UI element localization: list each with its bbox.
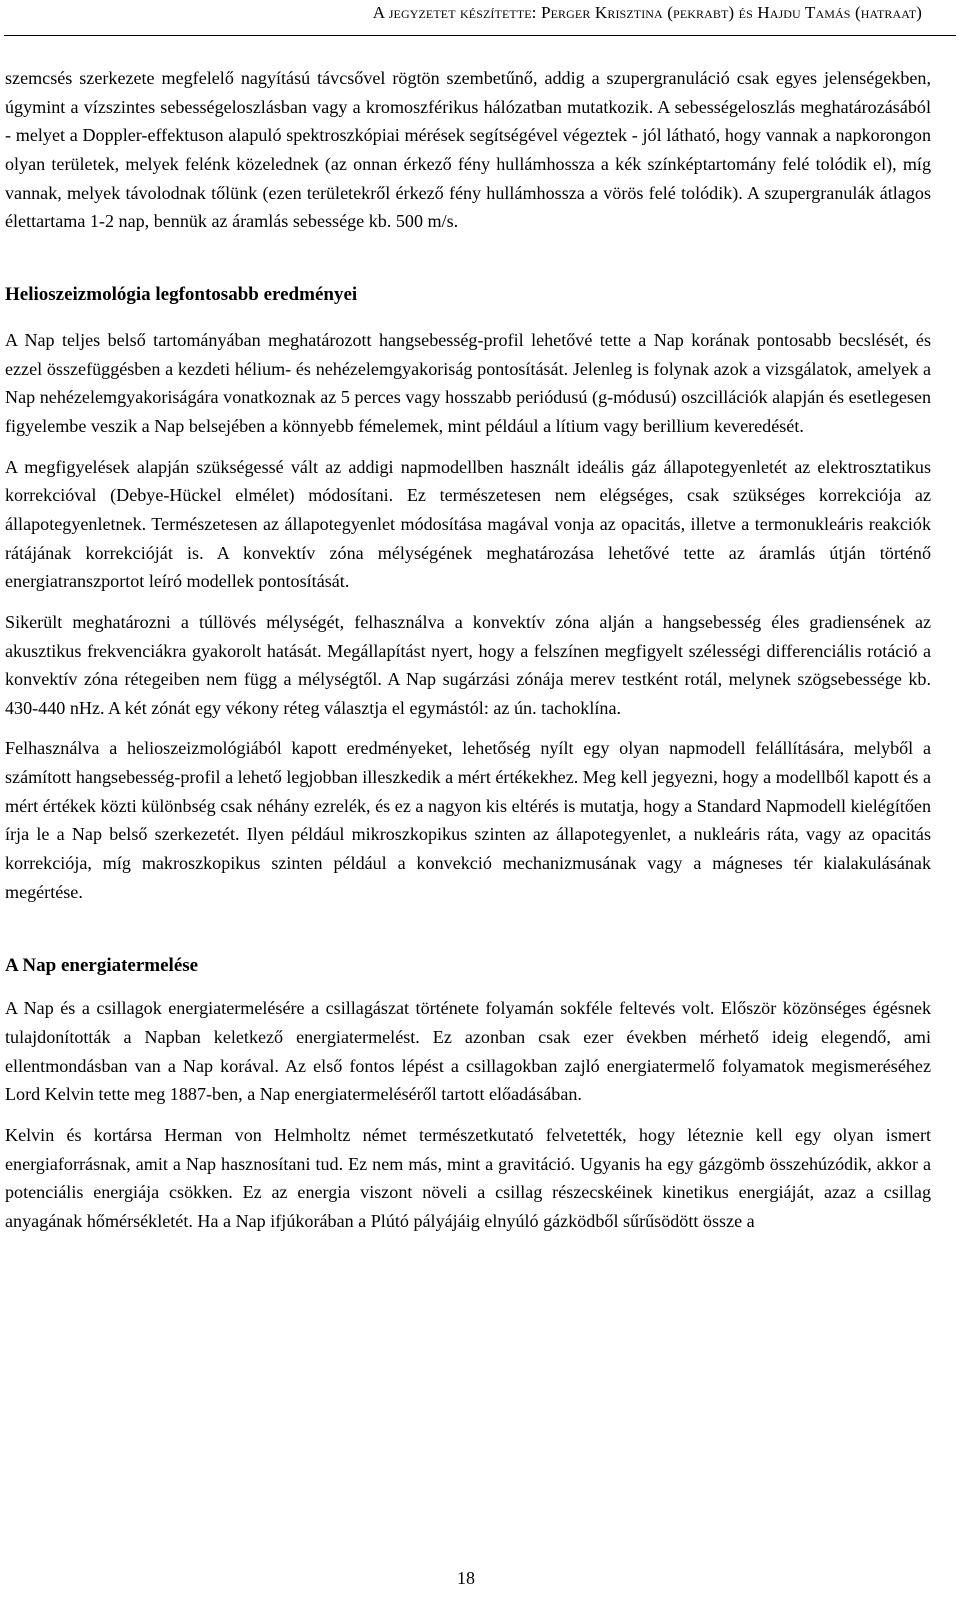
paragraph-helioseismology-2: A megfigyelések alapján szükségessé vált az addigi napmodellben használt ideális gáz állapotegyenletét az elektrosztatikus korrekcióval (Debye-Hückel elmélet) módosítani. Ez természetesen nem elégséges, csak szükséges korrekciója az állapotegyenletnek. Természetesen az állapotegyenlet módosítása magával vonja az opacitás, illetve a termonukleáris reakciók rátájának korrekcióját is. A konvektív zóna mélységének meghatározása lehetővé tette az áramlás útján történő energiatranszportot leíró modellek pontosítását. (5, 456, 931, 592)
header-rule (4, 35, 956, 36)
paragraph-helioseismology-4: Felhasználva a helioszeizmológiából kapott eredményeket, lehetőség nyílt egy olyan napmodell felállítására, melyből a számított hangsebesség-profil a lehető legjobban illeszkedik a mért értékekhez. Meg kell jegyezni, hogy a modellből kapott és a mért értékek közti különbség csak néhány ezrelék, és ez a nagyon kis eltérés is mutatja, hogy a Standard Napmodell kielégítően írja le a Nap belső szerkezetét. Ilyen például mikroszkopikus szinten az állapotegyenlet, a nukleáris ráta, vagy az opacitás korrekciója, míg makroszkopikus szinten például a konvekció mechanizmusának vagy a mágneses tér kialakulásának megértése. (5, 738, 931, 902)
document-body (5, 64, 931, 1236)
section-heading-energy-production: A Nap energiatermelése (5, 955, 199, 977)
running-header: A jegyzetet készítette: Perger Krisztina (pekrabt) és Hajdu Tamás (hatraat) (372, 3, 922, 22)
paragraph-helioseismology-1: A Nap teljes belső tartományában meghatározott hangsebesség-profil lehetővé tette a Nap korának pontosabb becslését, és ezzel összefüggésben a kezdeti hélium- és nehézelemgyakoriság pontosítását. Jelenleg is folynak azok a vizsgálatok, amelyek a Nap nehézelemgyakoriságára vonatkoznak az 5 perces vagy hosszabb periódusú (g-módusú) oszcillációk alapján és esetlegesen figyelembe veszik a Nap belsejében a könnyebb fémelemek, mint például a lítium vagy berillium keveredését. (5, 329, 931, 436)
section-heading-helioseismology: Helioszeizmológia legfontosabb eredményei (5, 283, 358, 305)
paragraph-energy-1: A Nap és a csillagok energiatermelésére a csillagászat története folyamán sokféle feltevés volt. Először közönséges égésnek tulajdonították a Napban keletkező energiatermelést. Ez azonban csak ezer években mérhető ideig elegendő, ami ellentmondásban van a Nap korával. Az első fontos lépést a csillagokban zajló energiatermelő folyamatok megismeréséhez Lord Kelvin tette meg 1887-ben, a Nap energiatermeléséről tartott előadásában. (5, 998, 931, 1105)
paragraph-energy-2: Kelvin és kortársa Herman von Helmholtz német természetkutató felvetették, hogy léteznie kell egy olyan ismert energiaforrásnak, amit a Nap hasznosítani tud. Ez nem más, mint a gravitáció. Ugyanis ha egy gázgömb összehúzódik, akkor a potenciális energiája csökken. Ez az energia viszont növeli a csillag részecskéinek kinetikus energiáját, azaz a csillag anyagának hőmérsékletét. Ha a Nap ifjúkorában a Plútó pályájáig elnyúló gázködből sűrűsödött össze a (5, 1125, 931, 1231)
page-number: 18 (457, 1568, 475, 1588)
paragraph-helioseismology-3: Sikerült meghatározni a túllövés mélységét, felhasználva a konvektív zóna alján a hangsebesség éles gradiensének az akusztikus frekvenciákra gyakorolt hatását. Megállapítást nyert, hogy a felszínen megfigyelt szélességi differenciális rotáció a konvektív zóna rétegeiben nem függ a mélységtől. A Nap sugárzási zónája merev testként rotál, melynek szögsebessége kb. 430-440 nHz. A két zónát egy vékony réteg választja el egymástól: az ún. tachoklína. (5, 611, 931, 718)
paragraph-intro: szemcsés szerkezete megfelelő nagyítású távcsővel rögtön szembetűnő, addig a szupergranuláció csak egyes jelenségekben, úgymint a vízszintes sebességeloszlásban vagy a kromoszférikus hálózatban mutatkozik. A sebességeloszlás meghatározásából - melyet a Doppler-effektuson alapuló spektroszkópiai mérések segítségével végeztek - jól látható, hogy vannak a napkorongon olyan területek, melyek felénk közelednek (az onnan érkező fény hullámhossza a kék színképtartomány felé tolódik el), míg vannak, melyek távolodnak tőlünk (ezen területekről érkező fény hullámhossza a vörös felé tolódik). A szupergranulák átlagos élettartama 1-2 nap, bennük az áramlás sebessége kb. 500 m/s. (5, 68, 931, 232)
